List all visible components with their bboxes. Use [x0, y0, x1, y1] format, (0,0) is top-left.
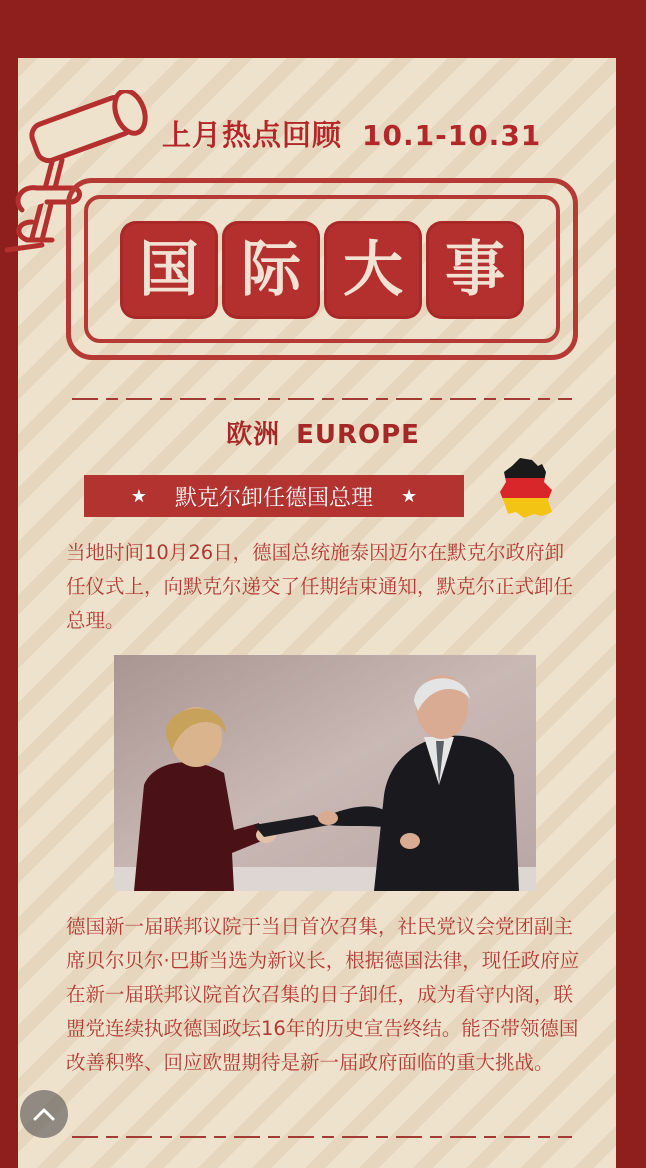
- date-range: 10.1-10.31: [362, 119, 542, 152]
- germany-flag-icon: [498, 456, 558, 520]
- divider-top: [72, 398, 572, 400]
- recap-title-text: 上月热点回顾: [162, 118, 343, 152]
- region-en: EUROPE: [296, 420, 420, 450]
- stamp-char-4: 事: [426, 221, 524, 319]
- recap-title: [162, 113, 582, 154]
- stamp-char-3: 大: [324, 221, 422, 319]
- headline-banner: [84, 475, 464, 517]
- headline-text: 默克尔卸任德国总理: [174, 485, 373, 511]
- star-icon: ★: [130, 485, 147, 507]
- stamp-char-1: 国: [120, 221, 218, 319]
- scroll-to-top-button[interactable]: [20, 1090, 68, 1138]
- divider-bottom: [72, 1136, 572, 1138]
- photo-illustration: [114, 655, 536, 891]
- chevron-up-icon: [33, 1107, 55, 1121]
- region-heading: [0, 414, 646, 451]
- stamp-char-2: 际: [222, 221, 320, 319]
- region-cn: 欧洲: [226, 420, 281, 450]
- article-paragraph-2: 德国新一届联邦议院于当日首次召集，社民党议会党团副主席贝尔贝尔·巴斯当选为新议长，根据德国法律，现任政府应在新一届联邦议院首次召集的日子卸任，成为看守内阁，联盟党连续执政德国政坛16年的历史宣告终结。能否带领德国改善积弊、回应欧盟期待是新一届政府面临的重大挑战。: [66, 915, 580, 1074]
- star-icon: ★: [401, 485, 418, 507]
- article-photo: [114, 655, 536, 891]
- article-paragraph-1: 当地时间10月26日，德国总统施泰因迈尔在默克尔政府卸任仪式上，向默克尔递交了任期结束通知，默克尔正式卸任总理。: [66, 541, 574, 632]
